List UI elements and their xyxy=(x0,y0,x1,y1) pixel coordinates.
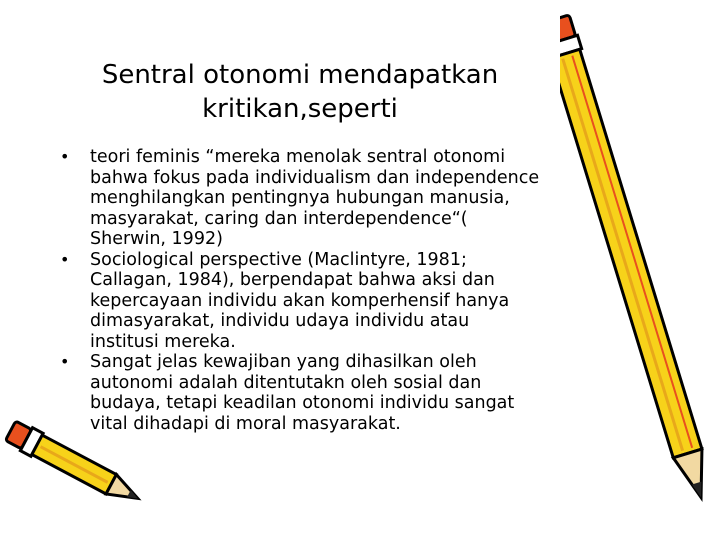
bullet-text-line: menghilangkan pentingnya hubungan manusia, xyxy=(90,188,510,208)
bullet-text-line: Sherwin, 1992) xyxy=(90,229,223,249)
bullet-text-line: masyarakat, caring dan interdependence“( xyxy=(90,208,468,229)
bullet-text-line: dimasyarakat, individu udaya individu atau xyxy=(90,311,470,331)
bullet-text-line: vital dihadapi di moral masyarakat. xyxy=(90,413,401,434)
bullet-text-line: bahwa fokus pada individualism dan independence xyxy=(90,167,540,188)
bullet-text-line: autonomi adalah ditentutakn oleh sosial dan xyxy=(90,372,482,393)
bullet-marker: • xyxy=(60,147,70,166)
bullet-text-line: institusi mereka. xyxy=(90,331,236,352)
bullet-item xyxy=(60,147,650,250)
bullet-text-line: Sociological perspective (Maclintyre, 1981; xyxy=(90,249,467,270)
bullet-list xyxy=(60,147,650,434)
slide-title-line-1: Sentral otonomi mendapatkan xyxy=(101,60,499,90)
bullet-item xyxy=(60,250,650,353)
bullet-text-line: kepercayaan individu akan komperhensif hanya xyxy=(90,290,510,311)
slide-title-line-2: kritikan,seperti xyxy=(202,94,398,124)
slide-title xyxy=(90,58,510,126)
bullet-item xyxy=(60,352,650,434)
bullet-text-line: Callagan, 1984), berpendapat bahwa aksi dan xyxy=(90,270,495,290)
bullet-text-line: budaya, tetapi keadilan otonomi individu sangat xyxy=(90,393,515,413)
bullet-marker: • xyxy=(60,249,70,269)
bullet-marker: • xyxy=(60,352,70,371)
bullet-text-line: teori feminis “mereka menolak sentral otonomi xyxy=(90,147,506,167)
bullet-text-line: Sangat jelas kewajiban yang dihasilkan oleh xyxy=(90,352,477,372)
